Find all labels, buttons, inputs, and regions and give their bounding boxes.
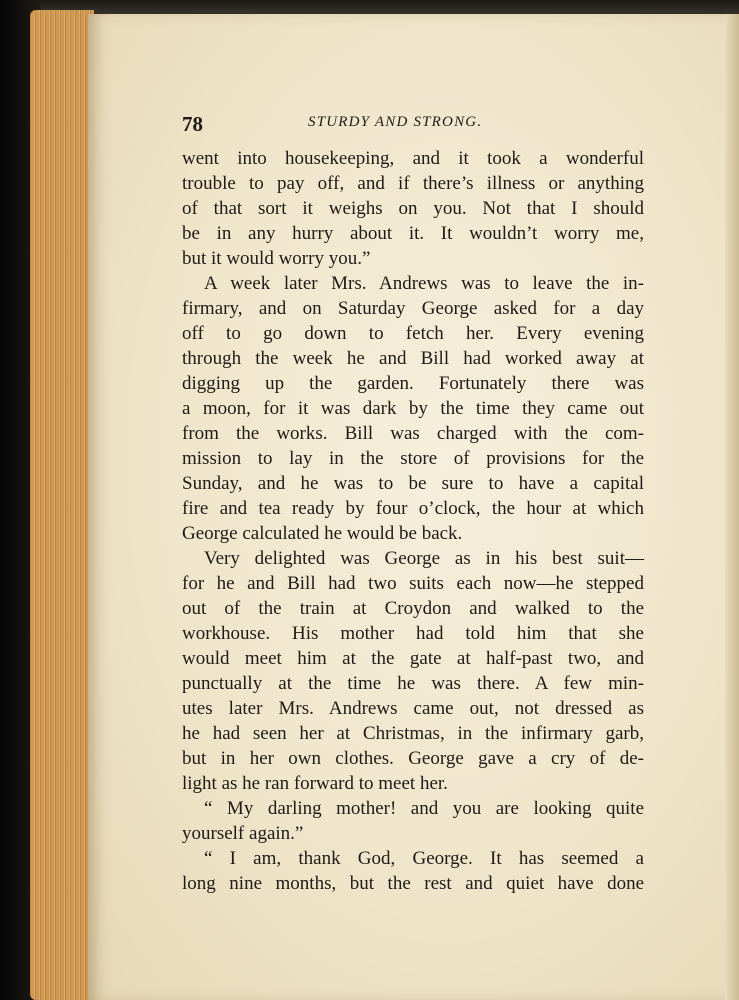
text-line: but it would worry you.” <box>182 248 371 269</box>
text-line: mission to lay in the store of provisions for the <box>182 448 644 469</box>
page-right-edge <box>725 14 739 1000</box>
text-line: long nine months, but the rest and quiet have done <box>182 873 644 894</box>
text-line: “ My darling mother! and you are looking quite <box>204 798 644 819</box>
text-line: yourself again.” <box>182 823 304 844</box>
page-header <box>182 112 644 136</box>
text-line: punctually at the time he was there. A few min- <box>182 673 644 694</box>
text-line: from the works. Bill was charged with the com- <box>182 423 644 444</box>
text-line: Sunday, and he was to be sure to have a capital <box>182 473 644 494</box>
text-line: firmary, and on Saturday George asked for a day <box>182 298 644 319</box>
text-line: for he and Bill had two suits each now—he stepped <box>182 573 644 594</box>
text-line: “ I am, thank God, George. It has seemed a <box>204 848 644 869</box>
page-edges <box>30 10 94 1000</box>
text-line: workhouse. His mother had told him that she <box>182 623 644 644</box>
text-line: out of the train at Croydon and walked to the <box>182 598 644 619</box>
text-line: A week later Mrs. Andrews was to leave the in- <box>204 273 644 294</box>
text-line: trouble to pay off, and if there’s illness or anything <box>182 173 644 194</box>
text-line: fire and tea ready by four o’clock, the hour at which <box>182 498 644 519</box>
text-line: of that sort it weighs on you. Not that I should <box>182 198 644 219</box>
text-line: he had seen her at Christmas, in the infirmary garb, <box>182 723 644 744</box>
text-line: utes later Mrs. Andrews came out, not dressed as <box>182 698 644 719</box>
text-line: George calculated he would be back. <box>182 523 463 544</box>
text-line: but in her own clothes. George gave a cry of de- <box>182 748 644 769</box>
text-line: went into housekeeping, and it took a wonderful <box>182 148 644 169</box>
text-line: Very delighted was George as in his best suit— <box>204 548 644 569</box>
text-line: digging up the garden. Fortunately there was <box>182 373 644 394</box>
text-line: would meet him at the gate at half-past two, and <box>182 648 644 669</box>
text-line: off to go down to fetch her. Every evening <box>182 323 644 344</box>
text-line: be in any hurry about it. It wouldn’t worry me, <box>182 223 644 244</box>
text-line: a moon, for it was dark by the time they came out <box>182 398 644 419</box>
page-number: 78 <box>182 112 203 136</box>
text-line: light as he ran forward to meet her. <box>182 773 448 794</box>
body-text <box>182 146 644 896</box>
text-line: through the week he and Bill had worked away at <box>182 348 644 369</box>
running-head: STURDY AND STRONG. <box>308 114 483 130</box>
